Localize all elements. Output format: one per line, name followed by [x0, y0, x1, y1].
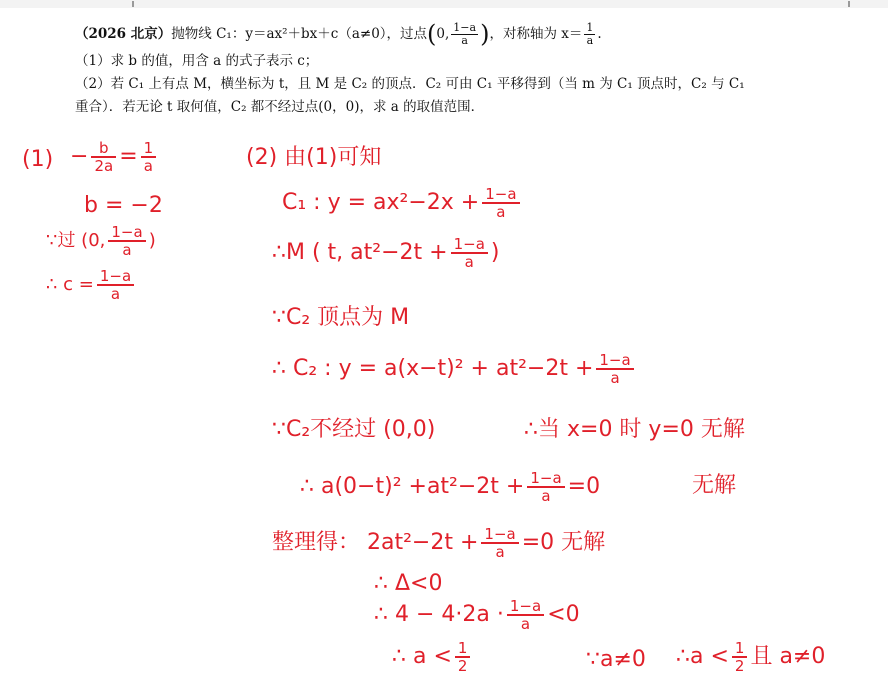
problem-line-1: （2026 北京）抛物线 C₁：y＝ax²＋bx＋c（a≠0），过点(0, $\frac{1-a}{a}$ )，对称轴为 x＝ $\frac{1}{a}$ .	[75, 20, 602, 48]
hw-result-a: ∴ a < $\frac{1}{2}$	[392, 640, 473, 674]
hw-simplified: 整理得： 2at²−2t + $\frac{1-a}{a}$ =0 无解	[272, 525, 606, 561]
ruler-mark	[132, 1, 134, 7]
ruler-mark	[848, 1, 850, 7]
question-2-line-2: 重合）．若无论 t 取何值，C₂ 都不经过点(0，0)，求 a 的取值范围．	[75, 99, 485, 115]
hw-not-pass-origin: ∵C₂不经过 (0,0)	[272, 417, 436, 442]
hw-no-solution: 无解	[692, 473, 737, 498]
problem-stem: 抛物线 C₁：y＝ax²＋bx＋c（a≠0），过点	[171, 26, 428, 42]
hw-c2-vertex: ∵C₂ 顶点为 M	[272, 305, 410, 330]
hw-c-value: ∴ c = $\frac{1-a}{a}$	[46, 268, 137, 302]
hw-part2-label: (2) 由(1)可知	[246, 145, 382, 170]
point-fraction: $\frac{1-a}{a}$	[453, 21, 477, 47]
question-1: （1）求 b 的值，用含 a 的式子表示 c；	[75, 53, 319, 69]
hw-a-nonzero: ∵a≠0	[586, 647, 646, 672]
top-scroll-bar	[0, 0, 888, 8]
hw-discriminant: ∴ Δ<0	[374, 571, 443, 596]
hw-c2-equation: ∴ C₂ : y = a(x−t)² + at²−2t + $\frac{1-a}{a}$	[272, 352, 637, 386]
hw-substitution: ∴ a(0−t)² +at²−2t + $\frac{1-a}{a}$ =0	[300, 469, 601, 505]
point-coord: 0,	[436, 26, 450, 42]
question-2-line-1: （2）若 C₁ 上有点 M，横坐标为 t，且 M 是 C₂ 的顶点．C₂ 可由 C₁ 平移得到（当 m 为 C₁ 顶点时，C₂ 与 C₁	[75, 76, 745, 92]
hw-part1-label: (1)	[22, 147, 54, 172]
hw-final-answer: ∴a < $\frac{1}{2}$ 且 a≠0	[676, 639, 826, 675]
axis-fraction: $\frac{1}{a}$	[586, 21, 594, 47]
axis-text: ，对称轴为 x＝	[489, 26, 583, 42]
hw-c1-equation: C₁ : y = ax²−2x + $\frac{1-a}{a}$	[282, 186, 523, 220]
hw-m-point: ∴M ( t, at²−2t + $\frac{1-a}{a}$ )	[272, 235, 500, 271]
hw-when-x-zero: ∴当 x=0 时 y=0 无解	[524, 417, 745, 442]
hw-part1-axis-eq: − $\frac{b}{2a}$ = $\frac{1}{a}$	[70, 140, 159, 174]
problem-source: （2026 北京）	[75, 26, 172, 42]
hw-passes-point: ∵过 (0, $\frac{1-a}{a}$ )	[46, 223, 156, 259]
problem-statement	[75, 22, 845, 118]
hw-b-value: b = −2	[84, 193, 163, 218]
hw-inequality: ∴ 4 − 4·2a · $\frac{1-a}{a}$ <0	[374, 597, 580, 633]
